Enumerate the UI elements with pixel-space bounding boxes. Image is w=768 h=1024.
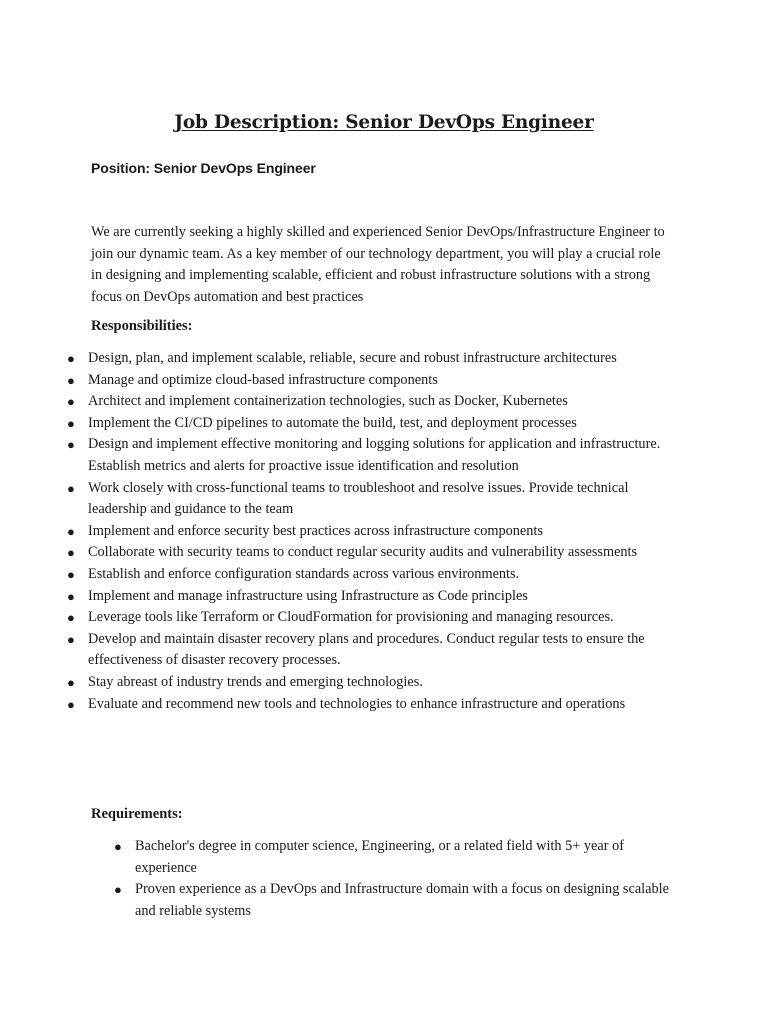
document-title: Job Description: Senior DevOps Engineer xyxy=(174,112,594,133)
responsibility-item xyxy=(67,564,688,586)
responsibility-item xyxy=(67,434,688,477)
bullet-icon: ● xyxy=(67,631,75,647)
bullet-icon: ● xyxy=(67,696,75,712)
responsibility-item xyxy=(67,370,688,392)
responsibility-item xyxy=(67,629,688,672)
responsibility-item-text: Implement and enforce security best practices across infrastructure components xyxy=(88,522,543,539)
bullet-icon: ● xyxy=(67,394,75,410)
responsibilities-list xyxy=(67,348,688,715)
responsibility-item-text: Develop and maintain disaster recovery plans and procedures. Conduct regular tests to ensure the effectiveness of disaster recovery processes. xyxy=(88,630,645,669)
responsibility-item xyxy=(67,521,688,543)
responsibility-item-text: Implement the CI/CD pipelines to automate the build, test, and deployment processes xyxy=(88,414,577,431)
bullet-icon: ● xyxy=(67,437,75,453)
responsibility-item xyxy=(67,672,688,694)
requirements-list xyxy=(114,836,683,922)
bullet-icon: ● xyxy=(67,480,75,496)
bullet-icon: ● xyxy=(67,351,75,366)
requirement-item xyxy=(114,879,683,922)
bullet-icon: ● xyxy=(67,372,75,388)
responsibility-item-text: Manage and optimize cloud-based infrastructure components xyxy=(88,371,438,388)
responsibilities-heading: Responsibilities: xyxy=(91,318,193,334)
responsibility-item-text: Design and implement effective monitoring and logging solutions for application and infrastructure. Establish metrics and alerts for proactive issue identification and resolution xyxy=(88,436,661,474)
requirement-item xyxy=(114,836,683,879)
responsibility-item xyxy=(67,542,688,564)
responsibility-item-text: Establish and enforce configuration standards across various environments. xyxy=(88,565,520,582)
responsibility-item xyxy=(67,348,688,370)
intro-paragraph: We are currently seeking a highly skilled and experienced Senior DevOps/Infrastructure Engineer to join our dynamic team. As a key member of our technology department, you will play a crucial role in designing and implementing scalable, efficient and robust infrastructure solutions with a strong focus on DevOps automation and best practices xyxy=(91,224,665,305)
bullet-icon: ● xyxy=(67,566,75,582)
bullet-icon: ● xyxy=(114,882,122,898)
responsibility-item-text: Work closely with cross-functional teams to troubleshoot and resolve issues. Provide technical leadership and guidance to the team xyxy=(88,479,629,518)
bullet-icon: ● xyxy=(67,674,75,690)
responsibility-item xyxy=(67,607,688,629)
requirement-item-text: Bachelor's degree in computer science, Engineering, or a related field with 5+ year of experience xyxy=(135,838,624,876)
position-line: Position: Senior DevOps Engineer xyxy=(91,160,316,176)
responsibility-item xyxy=(67,413,688,435)
responsibility-item xyxy=(67,586,688,608)
bullet-icon: ● xyxy=(114,839,122,854)
responsibility-item-text: Implement and manage infrastructure using Infrastructure as Code principles xyxy=(88,587,528,604)
requirement-item-text: Proven experience as a DevOps and Infrastructure domain with a focus on designing scalable and reliable systems xyxy=(135,881,669,919)
bullet-icon: ● xyxy=(67,545,75,561)
responsibility-item-text: Evaluate and recommend new tools and technologies to enhance infrastructure and operations xyxy=(88,695,626,712)
bullet-icon: ● xyxy=(67,610,75,626)
responsibility-item xyxy=(67,391,688,413)
responsibility-item-text: Collaborate with security teams to conduct regular security audits and vulnerability assessments xyxy=(88,544,638,561)
bullet-icon: ● xyxy=(67,588,75,604)
responsibility-item-text: Architect and implement containerization technologies, such as Docker, Kubernetes xyxy=(88,393,568,410)
requirements-heading: Requirements: xyxy=(91,806,183,822)
responsibility-item xyxy=(67,694,688,716)
responsibility-item-text: Leverage tools like Terraform or CloudFormation for provisioning and managing resources. xyxy=(88,609,614,626)
responsibility-item-text: Design, plan, and implement scalable, reliable, secure and robust infrastructure architectures xyxy=(88,350,617,366)
responsibility-item-text: Stay abreast of industry trends and emerging technologies. xyxy=(88,673,423,690)
bullet-icon: ● xyxy=(67,523,75,539)
bullet-icon: ● xyxy=(67,415,75,431)
responsibility-item xyxy=(67,478,688,521)
